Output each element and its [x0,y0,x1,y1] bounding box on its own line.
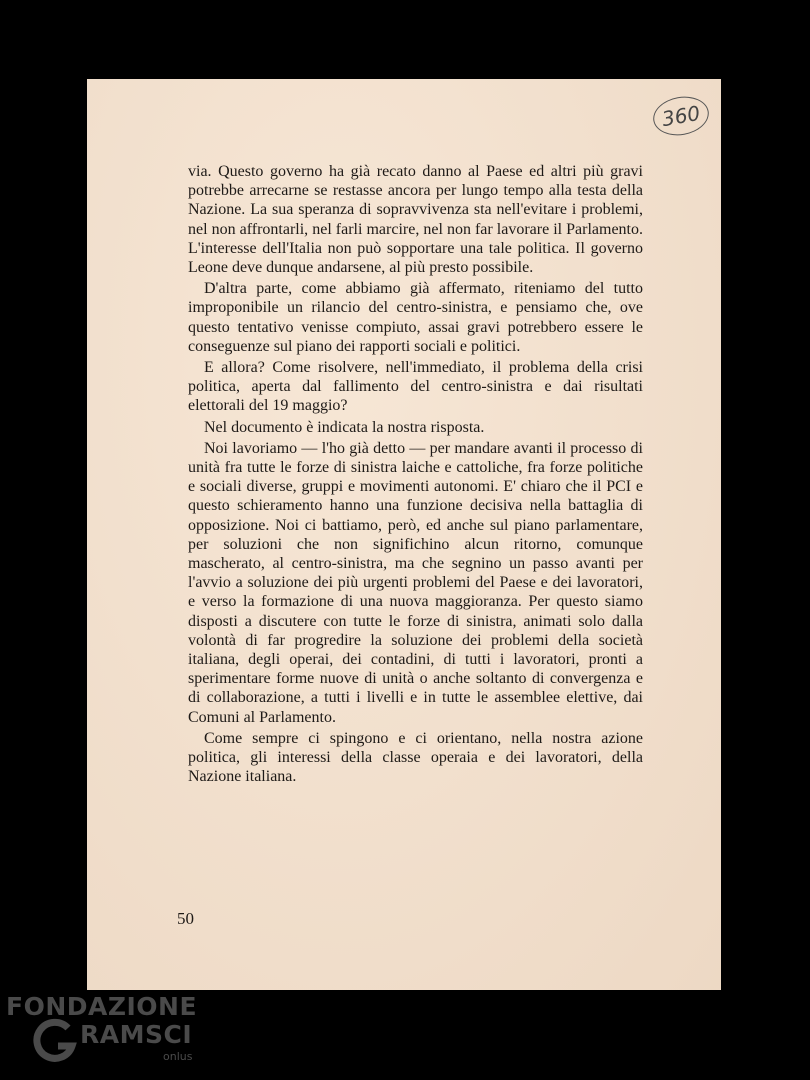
paragraph-5: Noi lavoriamo — l'ho già detto — per mandare avanti il processo di unità fra tutte le forze di sinistra laiche e cattoliche, fra forze politiche e sociali diverse, gruppi e movimenti autonomi. E' chiaro che il PCI e questo schieramento hanno una funzione decisiva nella battaglia di opposizione. Noi ci battiamo, però, ed anche sul piano parlamentare, per soluzioni che non significhino alcun ritorno, comunque mascherato, al centro-sinistra, ma che segnino un passo avanti per l'avvio a soluzione dei più urgenti problemi del Paese e dei lavoratori, e verso la formazione di una nuova maggioranza. Per questo siamo disposti a discutere con tutte le forze di sinistra, animati solo dalla volontà di far progredire la soluzione dei problemi della società italiana, degli operai, dei contadini, di tutti i lavoratori, pronti a sperimentare forme nuove di unità o anche soltanto di convergenza e di collaborazione, a tutti i livelli e in tutte le assemblee elettive, dai Comuni al Parlamento. [188,439,643,726]
logo-g-icon [32,1018,78,1064]
paragraph-6: Come sempre ci spingono e ci orientano, nella nostra azione politica, gli interessi della classe operaia e dei lavoratori, della Nazione italiana. [188,729,643,786]
paragraph-2: D'altra parte, come abbiamo già affermato, riteniamo del tutto improponibile un rilancio del centro-sinistra, e pensiamo che, ove questo tentativo venisse compiuto, assai gravi potrebbero essere le conseguenze sul piano dei rapporti sociali e politici. [188,280,643,355]
page-number: 50 [177,909,194,928]
paragraph-3: E allora? Come risolvere, nell'immediato, il problema della crisi politica, aperta dal fallimento del centro-sinistra e dai risultati elettorali del 19 maggio? [188,359,643,415]
handwritten-page-annotation: 360 [650,92,712,139]
fondazione-gramsci-logo [0,992,210,1072]
document-page [87,79,721,990]
logo-onlus: onlus [163,1050,193,1063]
paragraph-1: via. Questo governo ha già recato danno al Paese ed altri più gravi potrebbe arrecarne se restasse ancora per lungo tempo alla testa della Nazione. La sua speranza di sopravvivenza sta nell'evitare i problemi, nel non affrontarli, nel farli marcire, nel non far lavorare il Parlamento. L'interesse dell'Italia non può sopportare una tale politica. Il governo Leone deve dunque andarsene, al più presto possibile. [188,163,643,277]
logo-line2: RAMSCI [80,1020,193,1049]
paragraph-4: Nel documento è indicata la nostra risposta. [204,418,485,436]
body-text [188,162,643,789]
logo-line1: FONDAZIONE [6,992,198,1021]
